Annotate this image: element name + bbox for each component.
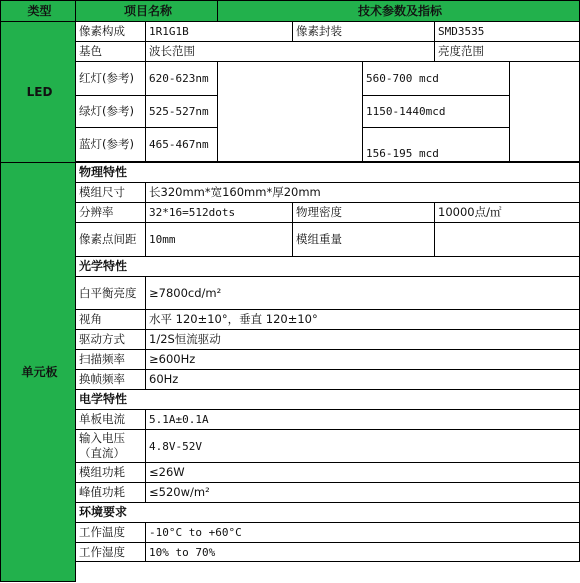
table-row bbox=[1, 257, 580, 277]
row-label: 工作湿度 bbox=[76, 543, 146, 562]
row-label: 像素构成 bbox=[76, 22, 146, 42]
header-type: 类型 bbox=[1, 1, 76, 22]
row-label: 物理密度 bbox=[293, 203, 435, 223]
row-label: 视角 bbox=[76, 310, 146, 330]
row-label: 输入电压（直流） bbox=[76, 430, 146, 463]
section-title-electrical: 电学特性 bbox=[76, 390, 580, 410]
row-label: 基色 bbox=[76, 42, 146, 62]
brightness-value: 156-195 mcd bbox=[363, 128, 510, 162]
row-value: 长320mm*宽160mm*厚20mm bbox=[146, 183, 580, 203]
row-value: 60Hz bbox=[146, 370, 580, 390]
row-value: 32*16=512dots bbox=[146, 203, 293, 223]
table-row bbox=[1, 430, 580, 463]
brightness-header: 亮度范围 bbox=[435, 42, 580, 62]
wavelength-value: 465-467nm bbox=[146, 128, 218, 162]
table-row bbox=[1, 483, 580, 503]
section-title-physical: 物理特性 bbox=[76, 163, 580, 183]
blank-cell bbox=[218, 62, 363, 162]
row-value: ≥600Hz bbox=[146, 350, 580, 370]
row-label: 白平衡亮度 bbox=[76, 277, 146, 310]
blank-cell bbox=[510, 62, 580, 162]
row-value bbox=[435, 223, 580, 257]
brightness-value: 1150-1440mcd bbox=[363, 96, 510, 128]
unit-type-label: 单元板 bbox=[1, 163, 76, 582]
row-label: 驱动方式 bbox=[76, 330, 146, 350]
table-row bbox=[1, 330, 580, 350]
table-row bbox=[1, 277, 580, 310]
brightness-value: 560-700 mcd bbox=[363, 62, 510, 96]
row-label: 单板电流 bbox=[76, 410, 146, 430]
spacer-row bbox=[1, 562, 580, 582]
header-params: 技术参数及指标 bbox=[218, 1, 580, 22]
wavelength-value: 525-527nm bbox=[146, 96, 218, 128]
table-row bbox=[1, 42, 580, 62]
row-value: 5.1A±0.1A bbox=[146, 410, 580, 430]
row-value: -10°C to +60°C bbox=[146, 523, 580, 543]
section-title-environment: 环境要求 bbox=[76, 503, 580, 523]
table-row bbox=[1, 523, 580, 543]
row-label: 蓝灯(参考) bbox=[76, 128, 146, 162]
row-label: 换帧频率 bbox=[76, 370, 146, 390]
row-value: ≥7800cd/m² bbox=[146, 277, 580, 310]
row-label: 模组尺寸 bbox=[76, 183, 146, 203]
row-value: SMD3535 bbox=[435, 22, 580, 42]
row-label: 像素封装 bbox=[293, 22, 435, 42]
row-value: 1R1G1B bbox=[146, 22, 293, 42]
table-row bbox=[1, 390, 580, 410]
row-label: 分辨率 bbox=[76, 203, 146, 223]
header-row bbox=[1, 1, 580, 22]
table-row bbox=[1, 223, 580, 257]
table-row bbox=[1, 163, 580, 183]
row-value: ≤26W bbox=[146, 463, 580, 483]
table-row bbox=[1, 62, 580, 96]
row-value: 10% to 70% bbox=[146, 543, 580, 562]
table-row bbox=[1, 310, 580, 330]
row-value: 10mm bbox=[146, 223, 293, 257]
table-row bbox=[1, 503, 580, 523]
section-title-optical: 光学特性 bbox=[76, 257, 580, 277]
row-value: 水平 120±10°，垂直 120±10° bbox=[146, 310, 580, 330]
table-row bbox=[1, 183, 580, 203]
row-label: 模组重量 bbox=[293, 223, 435, 257]
row-value: ≤520w/m² bbox=[146, 483, 580, 503]
header-item-name: 项目名称 bbox=[76, 1, 218, 22]
row-value: 10000点/㎡ bbox=[435, 203, 580, 223]
row-label: 工作温度 bbox=[76, 523, 146, 543]
table-row bbox=[1, 203, 580, 223]
spacer-cell bbox=[76, 562, 580, 582]
row-label: 峰值功耗 bbox=[76, 483, 146, 503]
row-label: 绿灯(参考) bbox=[76, 96, 146, 128]
table-row bbox=[1, 350, 580, 370]
table-row bbox=[1, 543, 580, 562]
row-label: 像素点间距 bbox=[76, 223, 146, 257]
wavelength-header: 波长范围 bbox=[146, 42, 435, 62]
row-label: 扫描频率 bbox=[76, 350, 146, 370]
row-value: 1/2S恒流驱动 bbox=[146, 330, 580, 350]
row-label: 红灯(参考) bbox=[76, 62, 146, 96]
table-row bbox=[1, 370, 580, 390]
table-row bbox=[1, 463, 580, 483]
led-type-label: LED bbox=[1, 22, 76, 163]
table-row bbox=[1, 22, 580, 42]
row-label: 模组功耗 bbox=[76, 463, 146, 483]
row-value: 4.8V-52V bbox=[146, 430, 580, 463]
wavelength-value: 620-623nm bbox=[146, 62, 218, 96]
table-row bbox=[1, 410, 580, 430]
